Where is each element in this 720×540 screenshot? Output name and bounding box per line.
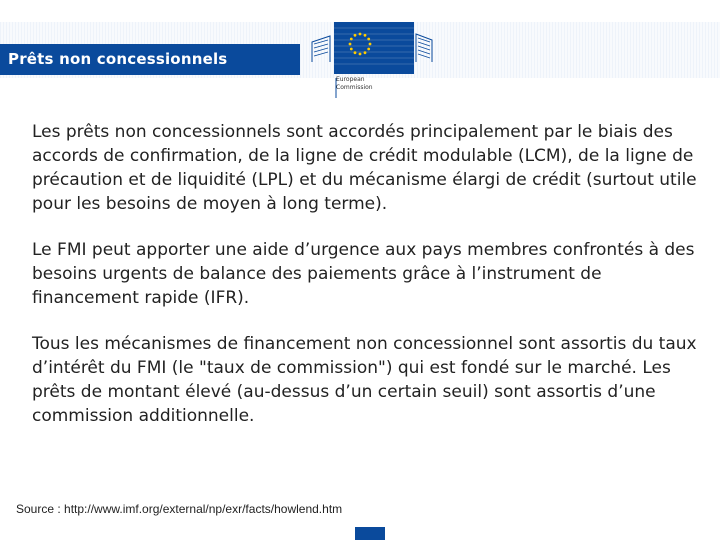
paragraph-3: Tous les mécanismes de financement non concessionnel sont assortis du taux d’intérêt du FMI (le "taux de commission") qui est fondé sur le marché. Les prêts de montant élevé (au-dessus d’un certain seuil) sont assortis d’une commission additionnelle. [32,334,697,426]
ec-building-logo-icon [308,12,438,104]
content-body [32,120,712,450]
paragraph-2: Le FMI peut apporter une aide d’urgence aux pays membres confrontés à des besoins urgents de balance des paiements grâce à l’instrument de financement rapide (IFR). [32,240,695,308]
paragraph-1: Les prêts non concessionnels sont accordés principalement par le biais des accords de confirmation, de la ligne de crédit modulable (LCM), de la ligne de précaution et de liquidité (LPL) et du mécanisme élargi de crédit (surtout utile pour les besoins de moyen à long terme). [32,122,697,214]
european-commission-logo [308,12,438,104]
header [0,0,720,100]
source-citation: Source : http://www.imf.org/external/np/exr/facts/howlend.htm [16,502,343,516]
logo-wordmark: European Commission [336,76,373,91]
footer-accent-block [355,527,385,540]
slide-title: Prêts non concessionnels [8,50,228,68]
